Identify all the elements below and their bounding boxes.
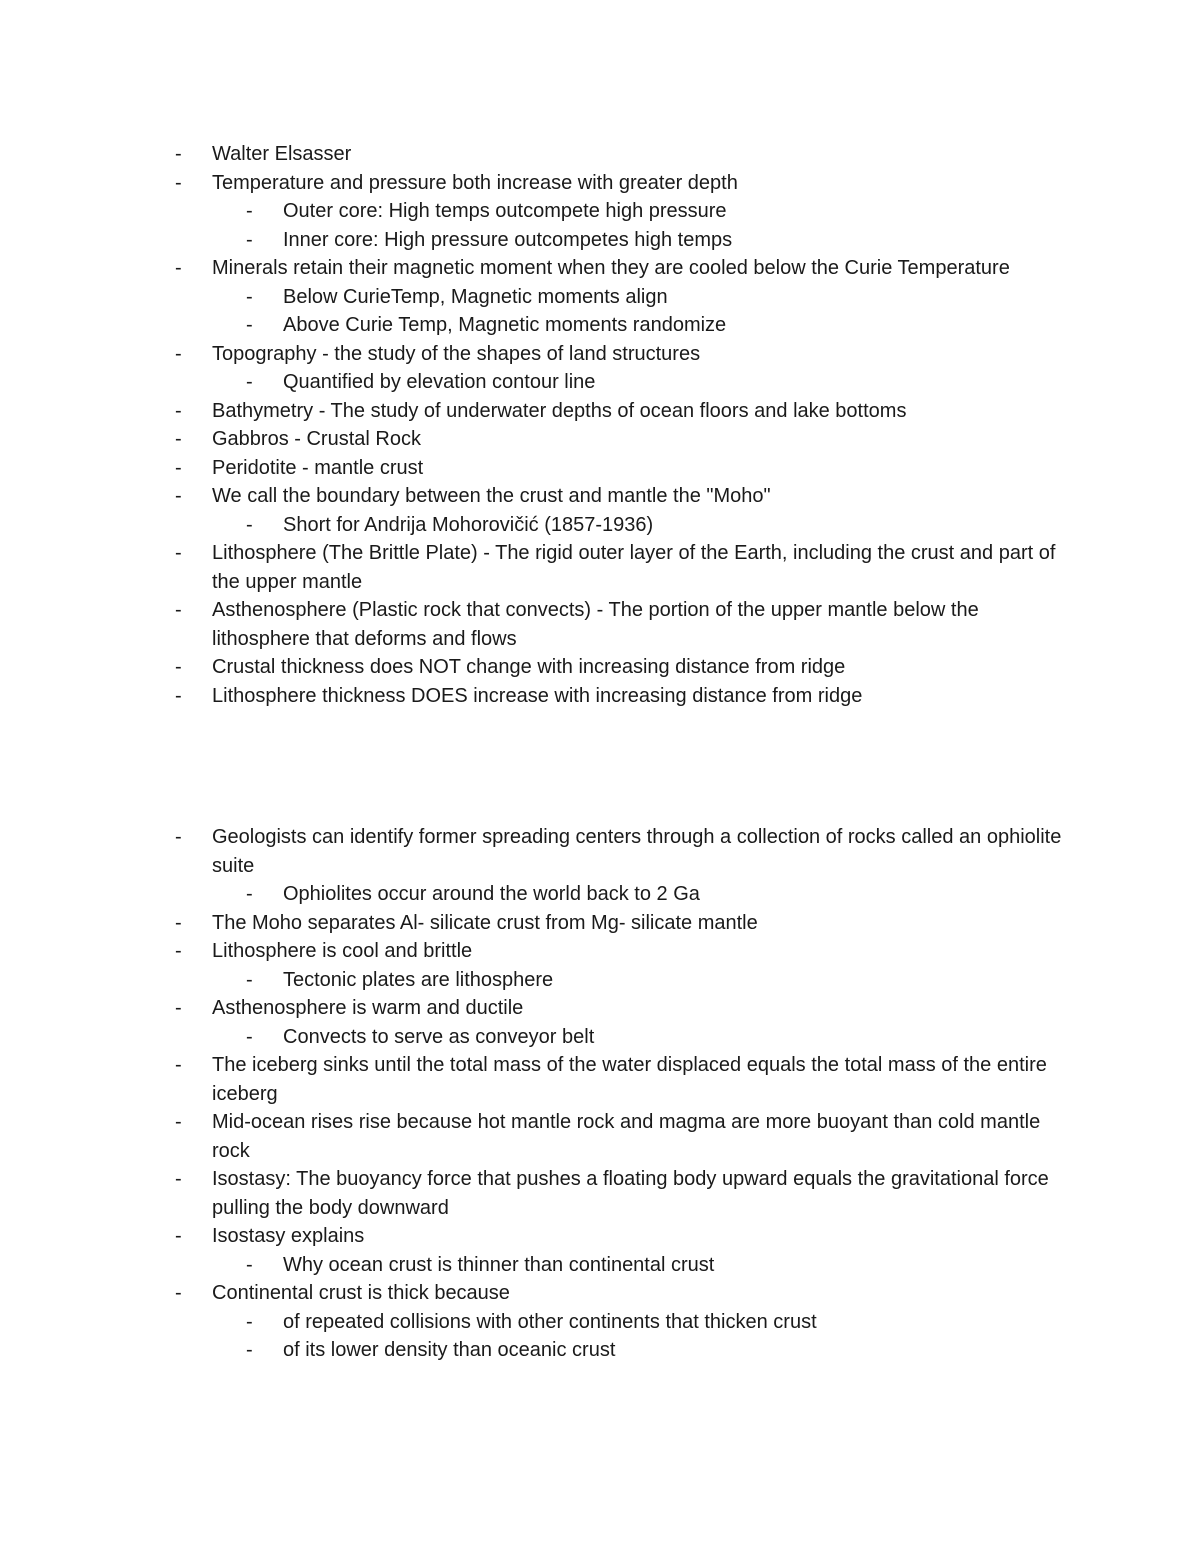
list-item-text: Asthenosphere is warm and ductile bbox=[212, 997, 524, 1019]
sub-list-item bbox=[0, 226, 1074, 255]
bullet-dash: - bbox=[246, 1025, 253, 1048]
list-item-text: of its lower density than oceanic crust bbox=[283, 1339, 616, 1361]
list-item-text: Lithosphere thickness DOES increase with increasing distance from ridge bbox=[212, 684, 863, 707]
list-item-text: Bathymetry - The study of underwater depths of ocean floors and lake bottoms bbox=[212, 399, 907, 422]
bullet-dash: - bbox=[246, 228, 253, 251]
list-item bbox=[0, 596, 1074, 653]
list-item-text: Why ocean crust is thinner than continental crust bbox=[283, 1253, 715, 1276]
bullet-dash: - bbox=[175, 1054, 182, 1076]
notes-section-2 bbox=[0, 823, 1200, 1365]
list-item bbox=[0, 454, 1074, 483]
bullet-dash: - bbox=[175, 456, 182, 479]
list-item-text: Tectonic plates are lithosphere bbox=[283, 968, 554, 991]
list-item bbox=[0, 340, 1074, 369]
bullet-dash: - bbox=[175, 1168, 182, 1190]
bullet-dash: - bbox=[246, 314, 253, 336]
bullet-dash: - bbox=[246, 1310, 253, 1333]
list-item bbox=[0, 909, 1074, 938]
list-item-text: Mid-ocean rises rise because hot mantle rock and magma are more buoyant than cold mantle rock bbox=[212, 1111, 1041, 1162]
list-item-text: Quantified by elevation contour line bbox=[283, 371, 596, 393]
list-item bbox=[0, 682, 1074, 711]
bullet-dash: - bbox=[246, 968, 253, 991]
bullet-dash: - bbox=[175, 171, 182, 194]
list-item-text: Temperature and pressure both increase with greater depth bbox=[212, 171, 738, 194]
list-item bbox=[0, 1051, 1074, 1108]
bullet-list-1 bbox=[0, 140, 1200, 710]
list-item bbox=[0, 397, 1074, 426]
list-item-text: Convects to serve as conveyor belt bbox=[283, 1025, 595, 1048]
list-item-text: Geologists can identify former spreading centers through a collection of rocks called an ophiolite suite bbox=[212, 826, 1062, 877]
list-item-text: Asthenosphere (Plastic rock that convects) - The portion of the upper mantle below the lithosphere that deforms and flows bbox=[212, 599, 979, 650]
sub-list-item bbox=[0, 511, 1074, 540]
bullet-dash: - bbox=[175, 656, 182, 678]
list-item-text: Topography - the study of the shapes of land structures bbox=[212, 342, 701, 365]
list-item bbox=[0, 937, 1074, 966]
bullet-dash: - bbox=[175, 997, 182, 1019]
list-item bbox=[0, 425, 1074, 454]
list-item-text: We call the boundary between the crust and mantle the "Moho" bbox=[212, 485, 771, 507]
list-item-text: Minerals retain their magnetic moment when they are cooled below the Curie Temperature bbox=[212, 257, 1010, 279]
bullet-dash: - bbox=[175, 826, 182, 848]
sub-list-item bbox=[0, 880, 1074, 909]
bullet-dash: - bbox=[175, 1225, 182, 1247]
list-item-text: Ophiolites occur around the world back to 2 Ga bbox=[283, 883, 700, 905]
list-item-text: Isostasy: The buoyancy force that pushes a floating body upward equals the gravitational force pulling the body downward bbox=[212, 1168, 1049, 1219]
list-item bbox=[0, 169, 1074, 198]
list-item bbox=[0, 1222, 1074, 1251]
list-item-text: Crustal thickness does NOT change with increasing distance from ridge bbox=[212, 656, 846, 678]
list-item bbox=[0, 539, 1074, 596]
list-item-text: Lithosphere (The Brittle Plate) - The rigid outer layer of the Earth, including the crust and part of the upper mantle bbox=[212, 542, 1056, 593]
bullet-dash: - bbox=[246, 285, 253, 308]
list-item-text: Continental crust is thick because bbox=[212, 1282, 510, 1304]
list-item-text: of repeated collisions with other continents that thicken crust bbox=[283, 1310, 817, 1333]
bullet-dash: - bbox=[246, 1339, 253, 1361]
sub-list-item bbox=[0, 311, 1074, 340]
list-item bbox=[0, 1165, 1074, 1222]
list-item-text: Below CurieTemp, Magnetic moments align bbox=[283, 285, 668, 308]
sub-list-item bbox=[0, 1251, 1074, 1280]
bullet-dash: - bbox=[175, 599, 182, 621]
sub-list-item bbox=[0, 1308, 1074, 1337]
list-item-text: The Moho separates Al- silicate crust from Mg- silicate mantle bbox=[212, 911, 758, 934]
list-item-text: Above Curie Temp, Magnetic moments randomize bbox=[283, 314, 727, 336]
list-item-text: Inner core: High pressure outcompetes high temps bbox=[283, 228, 733, 251]
bullet-dash: - bbox=[175, 1111, 182, 1133]
bullet-dash: - bbox=[246, 371, 253, 393]
list-item-text: The iceberg sinks until the total mass of the water displaced equals the total mass of the entire iceberg bbox=[212, 1054, 1047, 1105]
list-item bbox=[0, 1279, 1074, 1308]
bullet-dash: - bbox=[175, 542, 182, 564]
bullet-dash: - bbox=[175, 485, 182, 507]
sub-list-item bbox=[0, 1336, 1074, 1365]
bullet-dash: - bbox=[175, 399, 182, 422]
list-item bbox=[0, 140, 1074, 169]
sub-list-item bbox=[0, 368, 1074, 397]
bullet-dash: - bbox=[175, 1282, 182, 1304]
bullet-dash: - bbox=[175, 940, 182, 962]
sub-list-item bbox=[0, 1023, 1074, 1052]
bullet-dash: - bbox=[175, 684, 182, 707]
notes-section-1 bbox=[0, 140, 1200, 710]
list-item-text: Outer core: High temps outcompete high pressure bbox=[283, 200, 727, 222]
sub-list-item bbox=[0, 197, 1074, 226]
list-item-text: Short for Andrija Mohorovičić (1857-1936) bbox=[283, 513, 654, 536]
bullet-dash: - bbox=[175, 143, 182, 165]
list-item-text: Gabbros - Crustal Rock bbox=[212, 428, 421, 450]
bullet-list-2 bbox=[0, 823, 1200, 1365]
list-item bbox=[0, 254, 1074, 283]
list-item bbox=[0, 653, 1074, 682]
sub-list-item bbox=[0, 966, 1074, 995]
list-item-text: Peridotite - mantle crust bbox=[212, 456, 424, 479]
bullet-dash: - bbox=[175, 911, 182, 934]
list-item bbox=[0, 482, 1074, 511]
bullet-dash: - bbox=[246, 883, 253, 905]
list-item-text: Isostasy explains bbox=[212, 1225, 365, 1247]
bullet-dash: - bbox=[246, 1253, 253, 1276]
bullet-dash: - bbox=[175, 428, 182, 450]
list-item bbox=[0, 994, 1074, 1023]
sub-list-item bbox=[0, 283, 1074, 312]
list-item bbox=[0, 823, 1074, 880]
bullet-dash: - bbox=[175, 257, 182, 279]
bullet-dash: - bbox=[175, 342, 182, 365]
bullet-dash: - bbox=[246, 513, 253, 536]
list-item-text: Walter Elsasser bbox=[212, 143, 352, 165]
list-item-text: Lithosphere is cool and brittle bbox=[212, 940, 473, 962]
bullet-dash: - bbox=[246, 200, 253, 222]
list-item bbox=[0, 1108, 1074, 1165]
